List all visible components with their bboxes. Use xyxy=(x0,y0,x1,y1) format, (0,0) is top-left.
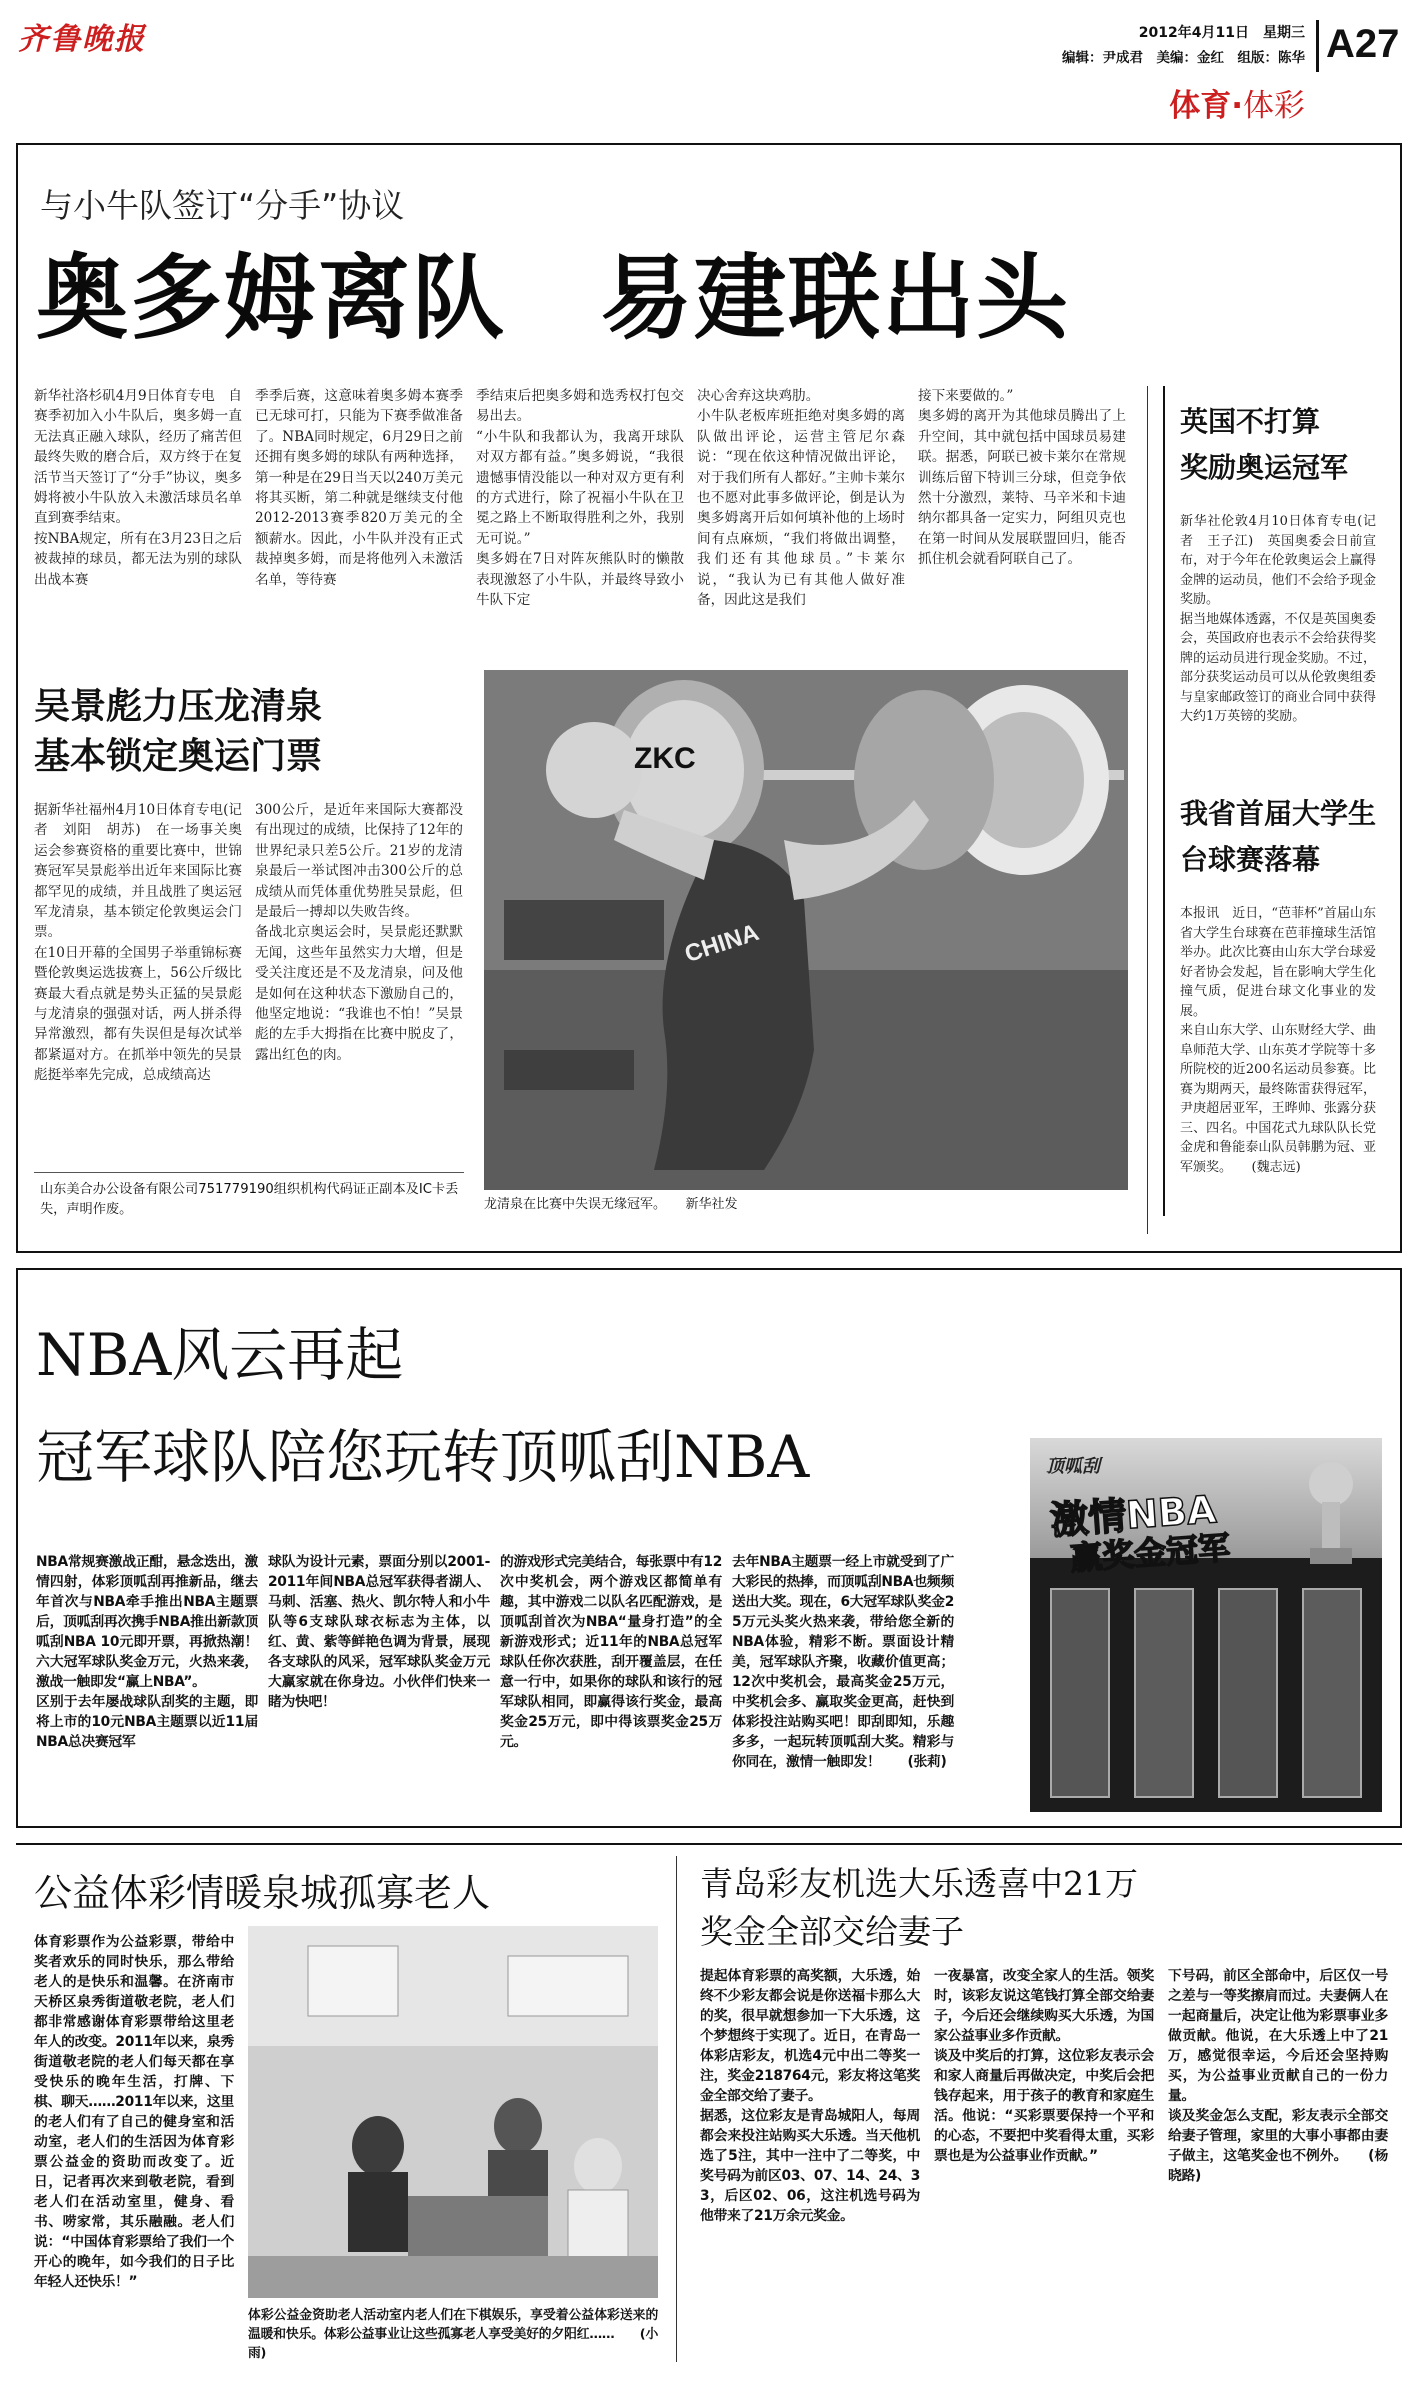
section-a: 体育 xyxy=(1169,88,1232,124)
bottom-column-divider xyxy=(676,1856,677,2362)
poster-trophy xyxy=(1302,1458,1360,1568)
nba-title-1: NBA风云再起 xyxy=(36,1321,404,1389)
nba-title-2: 冠军球队陪您玩转顶呱刮NBA xyxy=(36,1423,810,1491)
masthead-logo: 齐鲁晚报 xyxy=(18,22,146,57)
staff-line: 编辑：尹成君 美编：金红 组版：陈华 xyxy=(1062,50,1305,66)
poster-ticket-4 xyxy=(1302,1588,1362,1798)
nba-col-4: 去年NBA主题票一经上市就受到了广大彩民的热捧，而顶呱刮NBA也频频送出大奖。现在，6大冠军球队奖金25万元头奖火热来袭，带给您全新的NBA体验，精彩不断。票面设计精美，冠军球队齐聚，收藏价值更高；12次中奖机会，最高奖金25万元，中奖机会多、赢取奖金更高，赶快到体彩投注站购买吧！即刮即知，乐趣多多，一起玩转顶呱刮大奖。精彩与你同在，激情一触即发！ (张莉) xyxy=(732,1554,954,1770)
sidebar-divider xyxy=(1147,386,1148,1234)
weightlifting-col-1: 据新华社福州4月10日体育专电(记者 刘阳 胡苏) 在一场事关奥运会参赛资格的重要比赛中，世锦赛冠军吴景彪举出近年来国际比赛都罕见的成绩，并且战胜了奥运冠军龙清泉，基本锁定伦敦奥运会门票。 在10日开幕的全国男子举重锦标赛暨伦敦奥运选拔赛上，56公斤级比赛最大看点就是势头正猛的吴景彪与龙清泉的强强对话，两人拼杀得异常激烈，都有失误但是每次试举都紧逼对方。在抓举中领先的吴景彪挺举率先完成，总成绩高达 xyxy=(34,802,242,1084)
lead-col-3: 季结束后把奥多姆和选秀权打包交易出去。 “小牛队和我都认为，我离开球队对双方都有益。”奥多姆说，“我很遗憾事情没能以一种对双方更有利的方式进行，除了祝福小牛队在卫冕之路上不断取得胜利之外，我别无可说。” 奥多姆在7日对阵灰熊队时的懒散表现激怒了小牛队，并最终导致小牛队下定 xyxy=(476,388,684,609)
section-label xyxy=(1090,80,1305,125)
sidebar-story2-title-2: 台球赛落幕 xyxy=(1180,843,1321,876)
weightlifting-headline-1: 吴景彪力压龙清泉 xyxy=(34,686,323,727)
section-dot: · xyxy=(1231,88,1243,124)
lead-col-1: 新华社洛杉矶4月9日体育专电 自赛季初加入小牛队后，奥多姆一直无法真正融入球队，经历了痛苦但最终失败的磨合后，双方终于在复活节当天签订了“分手”协议，奥多姆将被小牛队放入未激活球员名单直到赛季结束。 按NBA规定，所有在3月23日之后被裁掉的球员，都无法为别的球队出战本赛 xyxy=(34,388,242,588)
sidebar-story2-title-1: 我省首届大学生 xyxy=(1180,797,1377,830)
notice-rule xyxy=(34,1172,464,1173)
page-number: A27 xyxy=(1326,22,1400,66)
date-line: 2012年4月11日 星期三 xyxy=(1138,25,1305,41)
sidebar-story1-title-2: 奖励奥运冠军 xyxy=(1180,451,1349,484)
poster-logo: 顶呱刮 xyxy=(1046,1456,1100,1477)
lead-col-5: 接下来要做的。” 奥多姆的离开为其他球员腾出了上升空间，其中就包括中国球员易建联。据悉，阿联已被卡莱尔在常规训练后留下特训三分球，但竞争依然十分激烈，莱特、马辛米和卡迪纳尔都具备一定实力，阿组贝克也在第一时间从发展联盟回归，能否抓住机会就看阿联自己了。 xyxy=(918,388,1126,568)
nba-col-1: NBA常规赛激战正酣，悬念迭出，激情四射，体彩顶呱刮再推新品，继去年首次与NBA牵手推出NBA主题票后，顶呱刮再次携手NBA推出新款顶呱刮NBA 10元即开票，再掀热潮！六大冠军球队奖金万元，火热来袭，激战一触即发“赢上NBA”。 区别于去年屡战球队刮奖的主题，即将上市的10元NBA主题票以近11届NBA总决赛冠军 xyxy=(36,1554,258,1750)
weightlifting-photo xyxy=(484,670,1128,1190)
sidebar-story2-text: 本报讯 近日，“芭菲杯”首届山东省大学生台球赛在芭菲撞球生活馆举办。此次比赛由山东大学台球爱好者协会发起，旨在影响大学生化撞气质，促进台球文化事业的发展。 来自山东大学、山东财经大学、曲阜师范大学、山东英才学院等十多所院校的近200名运动员参赛。比赛为期两天，最终陈雷获得冠军，尹庚超居亚军，王晔帅、张露分获三、四名。中国花式九球队队长党金虎和鲁能泰山队员韩鹏为冠、亚军颁奖。 (魏志远) xyxy=(1180,906,1376,1175)
nba-ticket-poster xyxy=(1030,1438,1382,1812)
plate-brand: ZKC xyxy=(634,742,696,775)
poster-title-2: 赢奖金冠军 xyxy=(1069,1528,1232,1578)
qingdao-headline-1: 青岛彩友机选大乐透喜中21万 xyxy=(700,1864,1138,1903)
poster-ticket-3 xyxy=(1218,1588,1278,1798)
qingdao-headline-2: 奖金全部交给妻子 xyxy=(700,1912,964,1951)
weightlifting-col-2: 300公斤，是近年来国际大赛都没有出现过的成绩，比保持了12年的世界纪录只差5公斤。21岁的龙清泉最后一举试图冲击300公斤的总成绩从而凭体重优势胜吴景彪，但是最后一搏却以失败告终。 备战北京奥运会时，吴景彪还默默无闻，这些年虽然实力大增，但是受关注度还是不及龙清泉，问及他是如何在这种状态下激励自己的，他坚定地说：“我谁也不怕！”吴景彪的左手大拇指在比赛中脱皮了，露出红色的肉。 xyxy=(255,802,463,1063)
sidebar-story1-text: 新华社伦敦4月10日体育专电(记者 王子江) 英国奥委会日前宣布，对于今年在伦敦奥运会上赢得金牌的运动员，他们不会给予现金奖励。 据当地媒体透露，不仅是英国奥委会，英国政府也表示不会给获得奖牌的运动员进行现金奖励。不过，部分获奖运动员可以从伦敦奥组委与皇家邮政签订的商业合同中获得大约1万英镑的奖励。 xyxy=(1180,514,1376,724)
lead-col-4: 决心舍弃这块鸡肋。 小牛队老板库班拒绝对奥多姆的离队做出评论，运营主管尼尔森说：“现在依这种情况做出评论，对于我们所有人都好。”主帅卡莱尔也不愿对此事多做评论，倒是认为奥多姆离开后如何填补他的上场时间有点麻烦，“我们将做出调整，我们还有其他球员。”卡莱尔说，“我认为已有其他人做好准备，因此这是我们 xyxy=(697,388,905,609)
nba-col-2: 球队为设计元素，票面分别以2001-2011年间NBA总冠军获得者湖人、马刺、活塞、热火、凯尔特人和小牛队等6支球队球衣标志为主体，以红、黄、紫等鲜艳色调为背景，展现各支球队的风采，冠军球队奖金万元大赢家就在你身边。小伙伴们快来一睹为快吧！ xyxy=(268,1554,490,1710)
charity-photo-caption: 体彩公益金资助老人活动室内老人们在下棋娱乐，享受着公益体彩送来的温暖和快乐。体彩公益事业让这些孤寡老人享受美好的夕阳红…… (小雨) xyxy=(248,2308,658,2361)
qingdao-col-1: 提起体育彩票的高奖额，大乐透，始终不少彩友都会说是你送福卡那么大的奖，很早就想参加一下大乐透，这个梦想终于实现了。近日，在青岛一体彩店彩友，机选4元中出二等奖一注，奖金218764元，彩友将这笔奖金全部交给了妻子。 据悉，这位彩友是青岛城阳人，每周都会来投注站购买大乐透。当天他机选了5注，其中一注中了二等奖，中奖号码为前区03、07、14、24、33，后区02、06，这注机选号码为他带来了21万余元奖金。 xyxy=(700,1968,920,2224)
sidebar-story1-title-1: 英国不打算 xyxy=(1180,405,1321,438)
header-divider xyxy=(1316,20,1319,72)
weightlifting-photo-caption: 龙清泉在比赛中失误无缘冠军。 新华社发 xyxy=(484,1197,738,1212)
poster-ticket-1 xyxy=(1050,1588,1110,1798)
jersey-text: CHINA xyxy=(681,918,763,969)
weightlifting-headline-2: 基本锁定奥运门票 xyxy=(34,736,323,777)
weightlifter-illustration xyxy=(484,670,1128,1190)
lead-kicker: 与小牛队签订“分手”协议 xyxy=(40,186,405,225)
lead-col-2: 季季后赛，这意味着奥多姆本赛季已无球可打，只能为下赛季做准备了。NBA同时规定，6月29日之前还拥有奥多姆的球队有两种选择，第一种是在29日当天以240万美元将其买断，第二种就是继续支付他2012-2013赛季820万美元的全额薪水。因此，小牛队并没有正式裁掉奥多姆，而是将他列入未激活名单，等待赛 xyxy=(255,388,463,588)
lead-headline: 奥多姆离队 易建联出头 xyxy=(36,245,1071,352)
charity-headline: 公益体彩情暖泉城孤寡老人 xyxy=(34,1871,491,1915)
qingdao-col-2: 一夜暴富，改变全家人的生活。领奖时，该彩友说这笔钱打算全部交给妻子，今后还会继续购买大乐透，为国家公益事业多作贡献。 谈及中奖后的打算，这位彩友表示会和家人商量后再做决定，中奖后会把钱存起来，用于孩子的教育和家庭生活。他说：“买彩票要保持一个平和的心态，不要把中奖看得太重，买彩票也是为公益事业作贡献。” xyxy=(934,1968,1154,2164)
lost-notice: 山东美合办公设备有限公司751779190组织机构代码证正副本及IC卡丢失，声明作废。 xyxy=(40,1182,459,1217)
charity-photo xyxy=(248,1926,658,2298)
poster-ticket-2 xyxy=(1134,1588,1194,1798)
nba-col-3: 的游戏形式完美结合，每张票中有12次中奖机会，两个游戏区都简单有趣，其中游戏二以队名匹配游戏，是顶呱刮首次为NBA“量身打造”的全新游戏形式；近11年的NBA总冠军球队任你次获胜，刮开覆盖层，在任意一行中，如果你的球队和该行的冠军球队相同，即赢得该行奖金，最高奖金25万元，即中得该票奖金25万元。 xyxy=(500,1554,722,1750)
section-b: 体彩 xyxy=(1243,88,1305,124)
qingdao-col-3: 下号码，前区全部命中，后区仅一号之差与一等奖擦肩而过。夫妻俩人在一起商量后，决定让他为彩票事业多做贡献。他说，在大乐透上中了21万，感觉很幸运，今后还会坚持购买，为公益事业贡献自己的一份力量。 谈及奖金怎么支配，彩友表示全部交给妻子管理，家里的大事小事都由妻子做主，这笔奖金也不例外。 (杨晓路) xyxy=(1168,1968,1388,2184)
charity-text: 体育彩票作为公益彩票，带给中奖者欢乐的同时快乐，那么带给老人的是快乐和温馨。在济南市天桥区泉秀街道敬老院，老人们都非常感谢体育彩票带给这里老年人的改变。2011年以来，泉秀街道敬老院的老人们每天都在享受快乐的晚年生活，打牌、下棋、聊天……2011年以来，这里的老人们有了自己的健身室和活动室，老人们的生活因为体育彩票公益金的资助而改变了。近日，记者再次来到敬老院，看到老人们在活动室里，健身、看书、唠家常，其乐融融。老人们说：“中国体育彩票给了我们一个开心的晚年，如今我们的日子比年轻人还快乐！” xyxy=(34,1934,234,2290)
poster-title-1: 激情NBA xyxy=(1048,1487,1218,1543)
bottom-top-rule xyxy=(16,1843,1402,1845)
elderly-playing-illustration xyxy=(248,1926,658,2298)
